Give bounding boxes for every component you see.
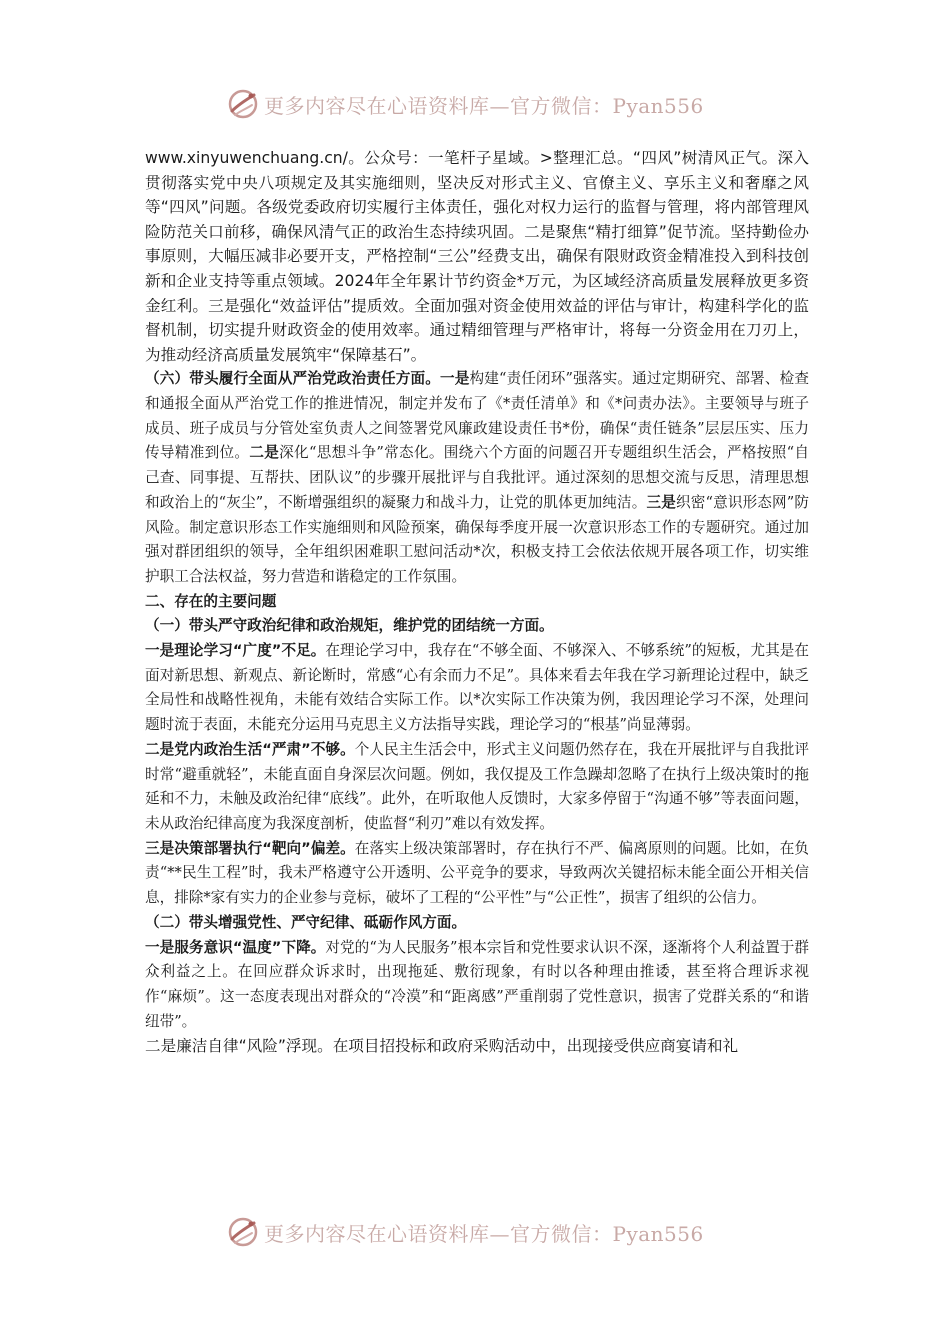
header-watermark xyxy=(0,84,950,124)
subsection-heading-1: （一）带头严守政治纪律和政治规矩，维护党的团结统一方面。 xyxy=(145,617,554,635)
paragraph-4: 二是党内政治生活“严肃”不够。个人民主生活会中，形式主义问题仍然存在，我在开展批评与自我批评时常“避重就轻”，未能直面自身深层次问题。例如，我仅提及工作急躁却忽略了在执行上级决策时的拖延和不力，未触及政治纪律“底线”。此外，在听取他人反馈时，大家多停留于“沟通不够”等表面问题，未从政治纪律高度为我深度剖析，使监督“利刃”难以有效发挥。 xyxy=(145,740,809,832)
footer-watermark xyxy=(0,1212,950,1252)
paragraph-1: www.xinyuwenchuang.cn/。公众号：一笔杆子星域。>整理汇总。“四风”树清风正气。深入贯彻落实党中央八项规定及其实施细则，坚决反对形式主义、官僚主义、享乐主义和奢靡之风等“四风”问题。各级党委政府切实履行主体责任，强化对权力运行的监督与管理，将内部管理风险防范关口前移，确保风清气正的政治生态持续巩固。二是聚焦“精打细算”促节流。坚持勤俭办事原则，大幅压减非必要开支，严格控制“三公”经费支出，确保有限财政资金精准投入到科技创新和企业支持等重点领域。2024年全年累计节约资金*万元，为区域经济高质量发展释放更多资金红利。三是强化“效益评估”提质效。全面加强对资金使用效益的评估与审计，构建科学化的监督机制，切实提升财政资金的使用效率。通过精细管理与严格审计，将每一分资金用在刀刃上，为推动经济高质量发展筑牢“保障基石”。 xyxy=(145,149,809,364)
brush-logo-icon xyxy=(226,1215,260,1249)
brush-logo-icon xyxy=(226,87,260,121)
paragraph-6: 一是服务意识“温度”下降。对党的“为人民服务”根本宗旨和党性要求认识不深，逐渐将个人利益置于群众利益之上。在回应群众诉求时，出现拖延、敷衍现象，有时以各种理由推诿，甚至将合理诉求视作“麻烦”。这一态度表现出对群众的“冷漠”和“距离感”严重削弱了党性意识，损害了党群关系的“和谐纽带”。 xyxy=(145,938,809,1030)
paragraph-2: （六）带头履行全面从严治党政治责任方面。一是构建“责任闭环”强落实。通过定期研究、部署、检查和通报全面从严治党工作的推进情况，制定并发布了《*责任清单》和《*问责办法》。主要领导与班子成员、班子成员与分管处室负责人之间签署党风廉政建设责任书*份，确保“责任链条”层层压实、压力传导精准到位。二是深化“思想斗争”常态化。围绕六个方面的问题召开专题组织生活会，严格按照“自己查、同事提、互帮扶、团队议”的步骤开展批评与自我批评。通过深刻的思想交流与反思，清理思想和政治上的“灰尘”，不断增强组织的凝聚力和战斗力，让党的肌体更加纯洁。三是织密“意识形态网”防风险。制定意识形态工作实施细则和风险预案，确保每季度开展一次意识形态工作的专题研究。通过加强对群团组织的领导，全年组织困难职工慰问活动*次，积极支持工会依法依规开展各项工作，切实维护职工合法权益，努力营造和谐稳定的工作氛围。 xyxy=(145,370,809,585)
section-heading-2: 二、存在的主要问题 xyxy=(145,592,277,610)
paragraph-3: 一是理论学习“广度”不足。在理论学习中，我存在“不够全面、不够深入、不够系统”的短板，尤其是在面对新思想、新观点、新论断时，常感“心有余而力不足”。具体来看去年我在学习新理论过程中，缺乏全局性和战略性视角，未能有效结合实际工作。以*次实际工作决策为例，我因理论学习不深，处理问题时流于表面，未能充分运用马克思主义方法指导实践，理论学习的“根基”尚显薄弱。 xyxy=(145,642,809,734)
section-lead: （六）带头履行全面从严治党政治责任方面。一是 xyxy=(145,370,470,388)
paragraph-7: 二是廉洁自律“风险”浮现。在项目招投标和政府采购活动中，出现接受供应商宴请和礼 xyxy=(145,1037,739,1056)
watermark-text: 更多内容尽在心语资料库—官方微信：Pyan556 xyxy=(264,93,704,118)
watermark-text: 更多内容尽在心语资料库—官方微信：Pyan556 xyxy=(264,1221,704,1246)
subsection-heading-2: （二）带头增强党性、严守纪律、砥砺作风方面。 xyxy=(145,913,467,931)
document-body xyxy=(145,146,809,1059)
paragraph-5: 三是决策部署执行“靶向”偏差。在落实上级决策部署时，存在执行不严、偏离原则的问题。比如，在负责“**民生工程”时，我未严格遵守公开透明、公平竞争的要求，导致两次关键招标未能全面公开相关信息，排除*家有实力的企业参与竞标，破坏了工程的“公平性”与“公正性”，损害了组织的公信力。 xyxy=(145,839,809,907)
